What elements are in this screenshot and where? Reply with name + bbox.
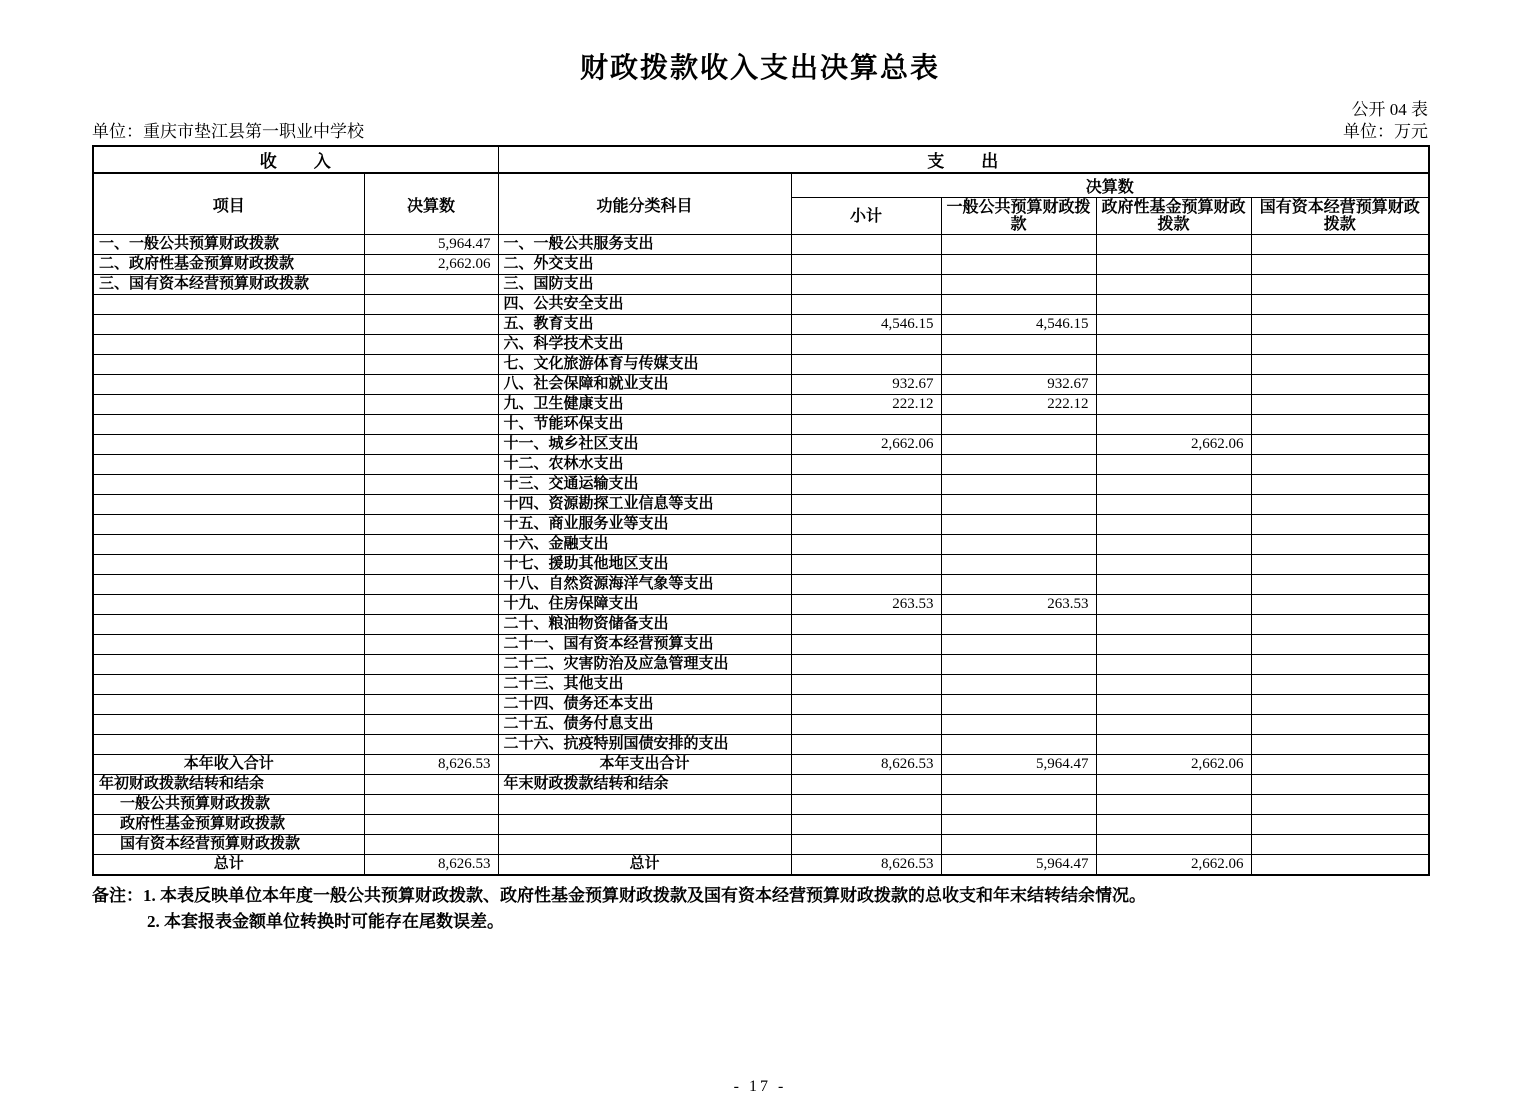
state-capital-budget-cell [1251,295,1429,315]
expense-subtotal-cell: 932.67 [791,375,941,395]
income-item-cell: 二、政府性基金预算财政拨款 [93,255,364,275]
state-capital-budget-cell [1251,835,1429,855]
expense-item-cell: 十五、商业服务业等支出 [498,515,791,535]
income-value-cell [364,335,498,355]
table-row [93,235,1429,255]
income-value-cell [364,575,498,595]
government-fund-budget-cell [1096,355,1251,375]
expense-item-cell: 二、外交支出 [498,255,791,275]
general-public-budget-cell [941,295,1096,315]
expense-item-cell: 二十四、债务还本支出 [498,695,791,715]
org-unit-label: 单位：重庆市垫江县第一职业中学校 [92,122,364,141]
income-value-cell [364,815,498,835]
expense-subtotal-cell: 222.12 [791,395,941,415]
table-row [93,495,1429,515]
general-public-budget-cell [941,495,1096,515]
income-item-cell [93,355,364,375]
government-fund-budget-cell: 2,662.06 [1096,435,1251,455]
income-item-cell [93,515,364,535]
government-fund-budget-cell [1096,295,1251,315]
income-value-cell [364,315,498,335]
column-header-expenditure-final: 决算数 [791,173,1429,198]
table-row [93,275,1429,295]
state-capital-budget-cell [1251,615,1429,635]
expense-item-cell: 十一、城乡社区支出 [498,435,791,455]
expense-subtotal-cell [791,815,941,835]
income-value-cell [364,595,498,615]
income-item-cell [93,575,364,595]
expense-item-cell: 二十三、其他支出 [498,675,791,695]
general-public-budget-cell [941,675,1096,695]
expense-item-cell: 七、文化旅游体育与传媒支出 [498,355,791,375]
general-public-budget-cell [941,635,1096,655]
state-capital-budget-cell [1251,515,1429,535]
state-capital-budget-cell [1251,775,1429,795]
state-capital-budget-cell [1251,315,1429,335]
income-item-cell: 三、国有资本经营预算财政拨款 [93,275,364,295]
page-title: 财政拨款收入支出决算总表 [579,53,940,84]
table-row [93,775,1429,795]
general-public-budget-cell [941,555,1096,575]
expense-subtotal-cell [791,255,941,275]
general-public-budget-cell [941,435,1096,455]
expense-item-cell: 本年支出合计 [498,755,791,775]
form-code: 公开 04 表 [1351,100,1428,119]
government-fund-budget-cell [1096,255,1251,275]
expense-item-cell [498,815,791,835]
government-fund-budget-cell [1096,495,1251,515]
expense-subtotal-cell [791,615,941,635]
government-fund-budget-cell [1096,555,1251,575]
state-capital-budget-cell [1251,815,1429,835]
income-value-cell [364,695,498,715]
government-fund-budget-cell [1096,275,1251,295]
income-value-cell [364,615,498,635]
income-value-cell [364,375,498,395]
table-row [93,595,1429,615]
document-page [0,46,1520,935]
expense-subtotal-cell [791,235,941,255]
fiscal-appropriation-table [92,145,1430,876]
expense-item-cell: 十九、住房保障支出 [498,595,791,615]
income-item-cell [93,415,364,435]
state-capital-budget-cell [1251,795,1429,815]
expense-subtotal-cell: 263.53 [791,595,941,615]
general-public-budget-cell [941,255,1096,275]
general-public-budget-cell [941,775,1096,795]
state-capital-budget-cell [1251,355,1429,375]
government-fund-budget-cell [1096,695,1251,715]
expense-subtotal-cell [791,795,941,815]
column-header-functional-category: 功能分类科目 [498,173,791,235]
expense-item-cell: 二十五、债务付息支出 [498,715,791,735]
table-row [93,815,1429,835]
income-value-cell [364,275,498,295]
government-fund-budget-cell [1096,235,1251,255]
income-item-cell [93,535,364,555]
government-fund-budget-cell [1096,775,1251,795]
expense-subtotal-cell: 4,546.15 [791,315,941,335]
table-row [93,395,1429,415]
table-row [93,515,1429,535]
income-item-cell [93,675,364,695]
state-capital-budget-cell [1251,675,1429,695]
expense-subtotal-cell: 8,626.53 [791,855,941,876]
general-public-budget-cell [941,275,1096,295]
table-row [93,795,1429,815]
expense-item-cell: 二十、粮油物资储备支出 [498,615,791,635]
expense-subtotal-cell [791,775,941,795]
expense-item-cell: 四、公共安全支出 [498,295,791,315]
table-row [93,655,1429,675]
income-item-cell: 一般公共预算财政拨款 [93,795,364,815]
state-capital-budget-cell [1251,475,1429,495]
income-value-cell: 5,964.47 [364,235,498,255]
expense-subtotal-cell [791,655,941,675]
government-fund-budget-cell [1096,535,1251,555]
general-public-budget-cell [941,475,1096,495]
table-row [93,475,1429,495]
income-value-cell [364,395,498,415]
general-public-budget-cell [941,715,1096,735]
section-header-row [93,146,1429,173]
government-fund-budget-cell [1096,655,1251,675]
expense-item-cell: 总计 [498,855,791,876]
income-value-cell [364,735,498,755]
government-fund-budget-cell [1096,595,1251,615]
column-header-govt-fund: 政府性基金预算财政拨款 [1096,198,1251,235]
expenditure-section-header: 支 出 [498,146,1429,173]
income-item-cell [93,655,364,675]
table-body [93,235,1429,876]
income-item-cell [93,435,364,455]
income-item-cell [93,475,364,495]
general-public-budget-cell [941,835,1096,855]
general-public-budget-cell: 4,546.15 [941,315,1096,335]
table-row [93,855,1429,876]
government-fund-budget-cell: 2,662.06 [1096,755,1251,775]
government-fund-budget-cell [1096,715,1251,735]
table-row [93,615,1429,635]
state-capital-budget-cell [1251,415,1429,435]
expense-item-cell: 十八、自然资源海洋气象等支出 [498,575,791,595]
general-public-budget-cell: 222.12 [941,395,1096,415]
state-capital-budget-cell [1251,575,1429,595]
table-row [93,755,1429,775]
general-public-budget-cell [941,795,1096,815]
income-value-cell [364,475,498,495]
general-public-budget-cell: 263.53 [941,595,1096,615]
income-value-cell [364,415,498,435]
general-public-budget-cell [941,815,1096,835]
state-capital-budget-cell [1251,435,1429,455]
expense-subtotal-cell [791,695,941,715]
note-line-1: 备注：1. 本表反映单位本年度一般公共预算财政拨款、政府性基金预算财政拨款及国有资本经营预算财政拨款的总收支和年末结转结余情况。 [92,886,1146,905]
state-capital-budget-cell [1251,735,1429,755]
government-fund-budget-cell [1096,735,1251,755]
general-public-budget-cell [941,695,1096,715]
income-item-cell: 本年收入合计 [93,755,364,775]
general-public-budget-cell [941,735,1096,755]
state-capital-budget-cell [1251,635,1429,655]
government-fund-budget-cell [1096,455,1251,475]
government-fund-budget-cell [1096,395,1251,415]
expense-item-cell: 九、卫生健康支出 [498,395,791,415]
expense-item-cell: 十六、金融支出 [498,535,791,555]
general-public-budget-cell: 932.67 [941,375,1096,395]
expense-item-cell: 三、国防支出 [498,275,791,295]
expense-subtotal-cell [791,475,941,495]
table-row [93,435,1429,455]
government-fund-budget-cell [1096,675,1251,695]
state-capital-budget-cell [1251,495,1429,515]
income-value-cell [364,535,498,555]
expense-item-cell: 十二、农林水支出 [498,455,791,475]
table-row [93,415,1429,435]
income-value-cell [364,835,498,855]
state-capital-budget-cell [1251,595,1429,615]
income-item-cell [93,335,364,355]
table-row [93,335,1429,355]
income-item-cell [93,635,364,655]
income-item-cell [93,735,364,755]
state-capital-budget-cell [1251,535,1429,555]
expense-item-cell: 二十二、灾害防治及应急管理支出 [498,655,791,675]
general-public-budget-cell [941,355,1096,375]
table-row [93,835,1429,855]
income-value-cell [364,295,498,315]
state-capital-budget-cell [1251,855,1429,876]
government-fund-budget-cell [1096,835,1251,855]
state-capital-budget-cell [1251,555,1429,575]
income-item-cell: 年初财政拨款结转和结余 [93,775,364,795]
income-value-cell [364,655,498,675]
income-value-cell [364,455,498,475]
note-line-2: 2. 本套报表金额单位转换时可能存在尾数误差。 [147,912,504,931]
income-item-cell [93,375,364,395]
expense-item-cell: 六、科学技术支出 [498,335,791,355]
meta-line [92,121,1428,143]
expense-item-cell: 十四、资源勘探工业信息等支出 [498,495,791,515]
expense-subtotal-cell [791,295,941,315]
general-public-budget-cell [941,235,1096,255]
expense-subtotal-cell [791,555,941,575]
income-value-cell [364,555,498,575]
income-value-cell [364,715,498,735]
expense-subtotal-cell [791,715,941,735]
income-value-cell: 8,626.53 [364,855,498,876]
income-value-cell [364,635,498,655]
table-row [93,355,1429,375]
expense-subtotal-cell [791,495,941,515]
expense-subtotal-cell [791,275,941,295]
income-item-cell [93,315,364,335]
income-value-cell: 2,662.06 [364,255,498,275]
expense-subtotal-cell [791,515,941,535]
general-public-budget-cell [941,335,1096,355]
expense-subtotal-cell [791,335,941,355]
expense-subtotal-cell [791,455,941,475]
income-value-cell [364,515,498,535]
income-item-cell [93,595,364,615]
expense-item-cell: 年末财政拨款结转和结余 [498,775,791,795]
table-row [93,635,1429,655]
income-item-cell [93,295,364,315]
income-value-cell [364,355,498,375]
state-capital-budget-cell [1251,235,1429,255]
general-public-budget-cell [941,515,1096,535]
expense-item-cell: 一、一般公共服务支出 [498,235,791,255]
expense-item-cell: 二十六、抗疫特别国债安排的支出 [498,735,791,755]
expense-item-cell [498,795,791,815]
income-item-cell [93,695,364,715]
income-section-header: 收 入 [93,146,498,173]
general-public-budget-cell [941,575,1096,595]
table-row [93,375,1429,395]
expense-subtotal-cell [791,735,941,755]
income-item-cell [93,615,364,635]
column-header-item: 项目 [93,173,364,235]
table-row [93,675,1429,695]
expense-subtotal-cell: 8,626.53 [791,755,941,775]
state-capital-budget-cell [1251,255,1429,275]
government-fund-budget-cell [1096,615,1251,635]
government-fund-budget-cell [1096,335,1251,355]
income-item-cell [93,555,364,575]
state-capital-budget-cell [1251,335,1429,355]
column-header-income-final: 决算数 [364,173,498,235]
expense-subtotal-cell: 2,662.06 [791,435,941,455]
table-row [93,455,1429,475]
expense-item-cell: 十七、援助其他地区支出 [498,555,791,575]
income-item-cell [93,395,364,415]
government-fund-budget-cell [1096,475,1251,495]
government-fund-budget-cell [1096,635,1251,655]
expense-subtotal-cell [791,675,941,695]
state-capital-budget-cell [1251,455,1429,475]
general-public-budget-cell [941,455,1096,475]
general-public-budget-cell [941,415,1096,435]
state-capital-budget-cell [1251,715,1429,735]
income-value-cell [364,775,498,795]
expense-item-cell: 五、教育支出 [498,315,791,335]
column-header-row-1 [93,173,1429,198]
government-fund-budget-cell [1096,795,1251,815]
table-row [93,715,1429,735]
government-fund-budget-cell [1096,375,1251,395]
state-capital-budget-cell [1251,275,1429,295]
column-header-state-capital: 国有资本经营预算财政拨款 [1251,198,1429,235]
income-item-cell [93,495,364,515]
table-row [93,695,1429,715]
expense-subtotal-cell [791,415,941,435]
income-item-cell: 政府性基金预算财政拨款 [93,815,364,835]
general-public-budget-cell [941,535,1096,555]
table-row [93,535,1429,555]
income-value-cell: 8,626.53 [364,755,498,775]
expense-subtotal-cell [791,535,941,555]
table-row [93,575,1429,595]
table-row [93,735,1429,755]
currency-unit-label: 单位：万元 [1343,122,1428,141]
expense-subtotal-cell [791,355,941,375]
government-fund-budget-cell [1096,415,1251,435]
expense-subtotal-cell [791,635,941,655]
government-fund-budget-cell [1096,575,1251,595]
expense-subtotal-cell [791,575,941,595]
government-fund-budget-cell [1096,815,1251,835]
income-value-cell [364,495,498,515]
state-capital-budget-cell [1251,375,1429,395]
expense-item-cell: 十、节能环保支出 [498,415,791,435]
state-capital-budget-cell [1251,755,1429,775]
general-public-budget-cell: 5,964.47 [941,855,1096,876]
income-value-cell [364,435,498,455]
income-item-cell [93,715,364,735]
state-capital-budget-cell [1251,395,1429,415]
state-capital-budget-cell [1251,655,1429,675]
expense-item-cell: 八、社会保障和就业支出 [498,375,791,395]
column-header-general-public: 一般公共预算财政拨款 [941,198,1096,235]
expense-item-cell: 二十一、国有资本经营预算支出 [498,635,791,655]
government-fund-budget-cell: 2,662.06 [1096,855,1251,876]
notes-block [92,883,1428,935]
state-capital-budget-cell [1251,695,1429,715]
general-public-budget-cell [941,655,1096,675]
income-item-cell: 总计 [93,855,364,876]
income-item-cell [93,455,364,475]
page-number: - 17 - [733,1078,787,1095]
expense-item-cell: 十三、交通运输支出 [498,475,791,495]
table-row [93,315,1429,335]
income-value-cell [364,795,498,815]
table-row [93,295,1429,315]
expense-item-cell [498,835,791,855]
government-fund-budget-cell [1096,315,1251,335]
column-header-subtotal: 小计 [791,198,941,235]
income-item-cell: 国有资本经营预算财政拨款 [93,835,364,855]
general-public-budget-cell: 5,964.47 [941,755,1096,775]
table-row [93,555,1429,575]
government-fund-budget-cell [1096,515,1251,535]
expense-subtotal-cell [791,835,941,855]
general-public-budget-cell [941,615,1096,635]
income-item-cell: 一、一般公共预算财政拨款 [93,235,364,255]
income-value-cell [364,675,498,695]
table-row [93,255,1429,275]
